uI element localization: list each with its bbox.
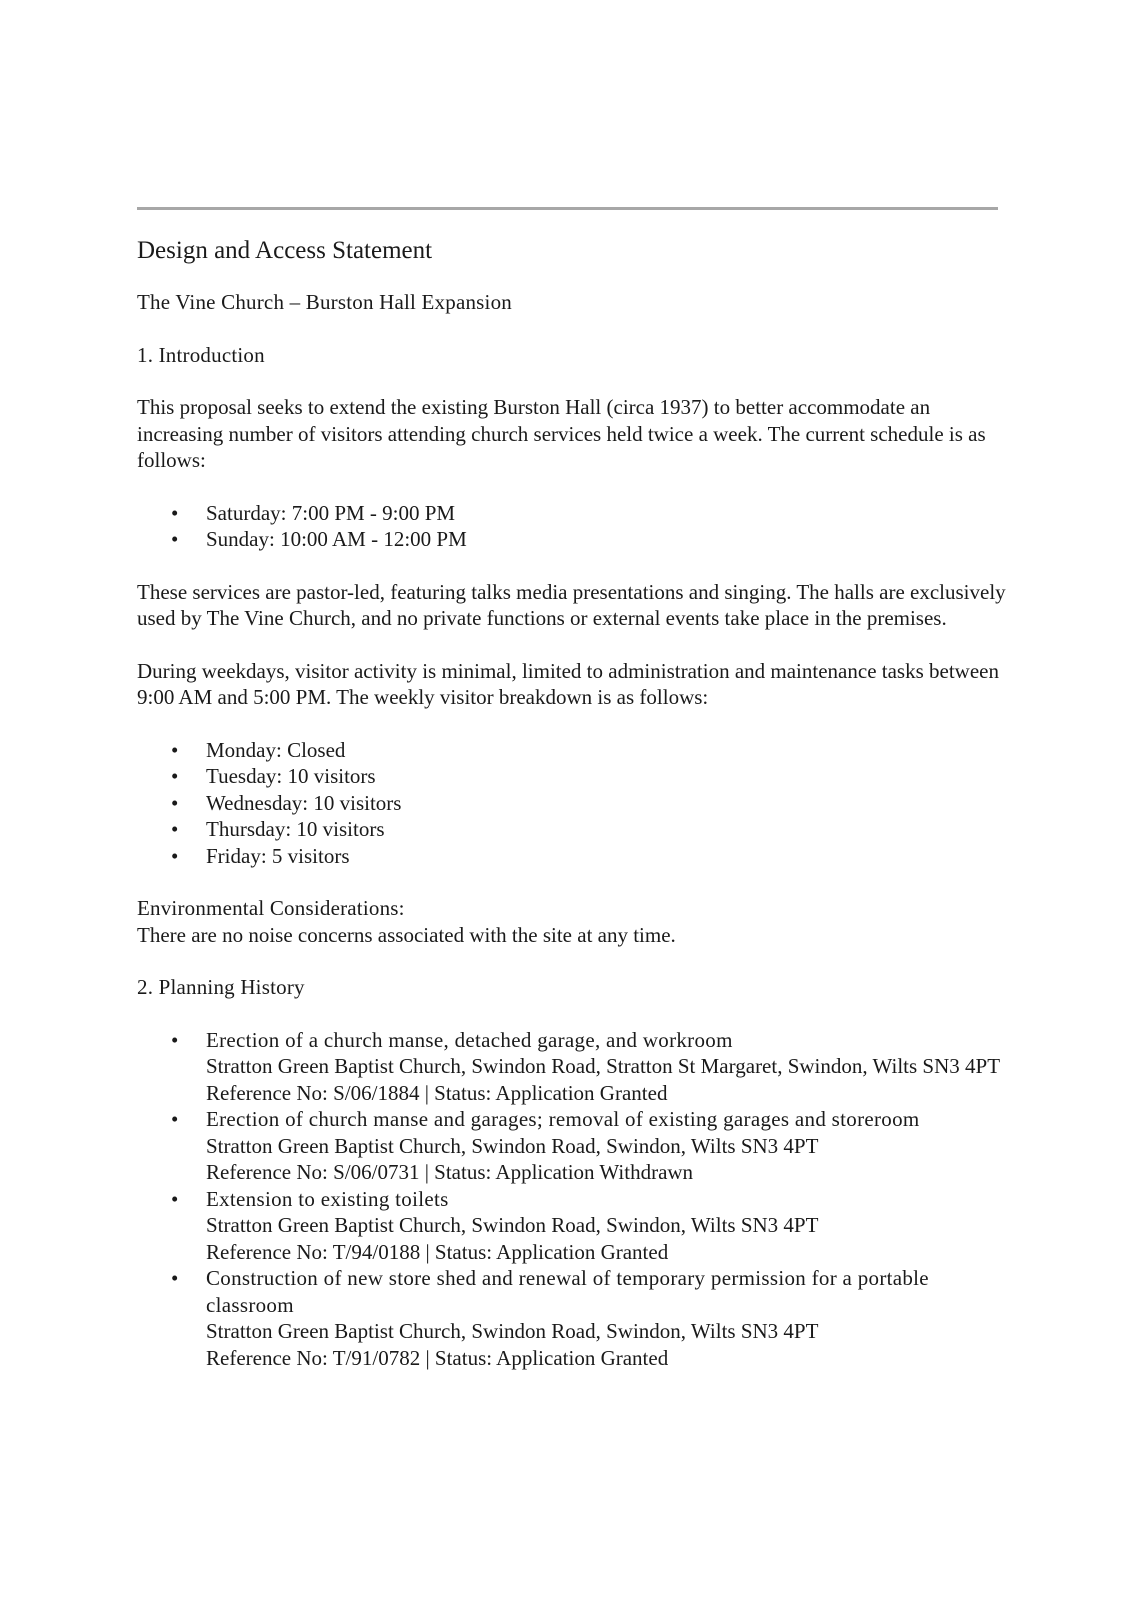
- list-item: • Wednesday: 10 visitors: [137, 790, 1007, 817]
- application-title: • Erection of a church manse, detached garage, and workroom: [206, 1027, 733, 1052]
- list-item: • Thursday: 10 visitors: [137, 816, 1007, 843]
- list-item: [137, 1027, 1007, 1107]
- application-address: Stratton Green Baptist Church, Swindon Road, Stratton St Margaret, Swindon, Wilts SN3 4PT: [206, 1054, 1001, 1078]
- list-item: • Saturday: 7:00 PM - 9:00 PM: [137, 500, 1007, 527]
- service-schedule-list: [137, 500, 1007, 553]
- introduction-paragraph-2: These services are pastor-led, featuring talks media presentations and singing. The halls are exclusively used by The Vine Church, and no private functions or external events take place in the premises.: [137, 579, 1006, 630]
- list-item: [137, 1265, 1007, 1371]
- list-item: • Friday: 5 visitors: [137, 843, 1007, 870]
- application-reference: Reference No: S/06/1884 | Status: Application Granted: [206, 1080, 668, 1105]
- introduction-heading: 1. Introduction: [137, 342, 265, 367]
- planning-history-list: [137, 1027, 1007, 1372]
- application-reference: Reference No: T/94/0188 | Status: Application Granted: [206, 1239, 669, 1264]
- header-divider: [137, 207, 998, 210]
- environmental-text: There are no noise concerns associated with the site at any time.: [137, 922, 676, 947]
- document-title: Design and Access Statement: [137, 237, 433, 264]
- environmental-label: Environmental Considerations:: [137, 896, 405, 920]
- list-item: [137, 1106, 1007, 1186]
- application-reference: Reference No: S/06/0731 | Status: Application Withdrawn: [206, 1160, 694, 1184]
- introduction-paragraph-1: This proposal seeks to extend the existing Burston Hall (circa 1937) to better accommodate an increasing number of visitors attending church services held twice a week. The current schedule is as follows:: [137, 395, 986, 472]
- introduction-paragraph-3: During weekdays, visitor activity is minimal, limited to administration and maintenance tasks between 9:00 AM and 5:00 PM. The weekly visitor breakdown is as follows:: [137, 658, 999, 709]
- list-item: • Monday: Closed: [137, 737, 1007, 764]
- application-title: • Construction of new store shed and renewal of temporary permission for a portable classroom: [206, 1266, 929, 1317]
- application-address: Stratton Green Baptist Church, Swindon Road, Swindon, Wilts SN3 4PT: [206, 1319, 819, 1343]
- application-address: Stratton Green Baptist Church, Swindon Road, Swindon, Wilts SN3 4PT: [206, 1133, 819, 1158]
- weekly-visitors-list: [137, 737, 1007, 870]
- document-subtitle: The Vine Church – Burston Hall Expansion: [137, 290, 512, 314]
- document-body: [137, 236, 1007, 1397]
- list-item: [137, 1186, 1007, 1266]
- application-address: Stratton Green Baptist Church, Swindon Road, Swindon, Wilts SN3 4PT: [206, 1213, 819, 1237]
- application-title: • Extension to existing toilets: [206, 1186, 449, 1211]
- application-reference: Reference No: T/91/0782 | Status: Application Granted: [206, 1345, 669, 1370]
- application-title: • Erection of church manse and garages; removal of existing garages and storeroom: [206, 1107, 920, 1131]
- planning-history-heading: 2. Planning History: [137, 975, 305, 999]
- list-item: • Sunday: 10:00 AM - 12:00 PM: [137, 526, 1007, 553]
- list-item: • Tuesday: 10 visitors: [137, 763, 1007, 790]
